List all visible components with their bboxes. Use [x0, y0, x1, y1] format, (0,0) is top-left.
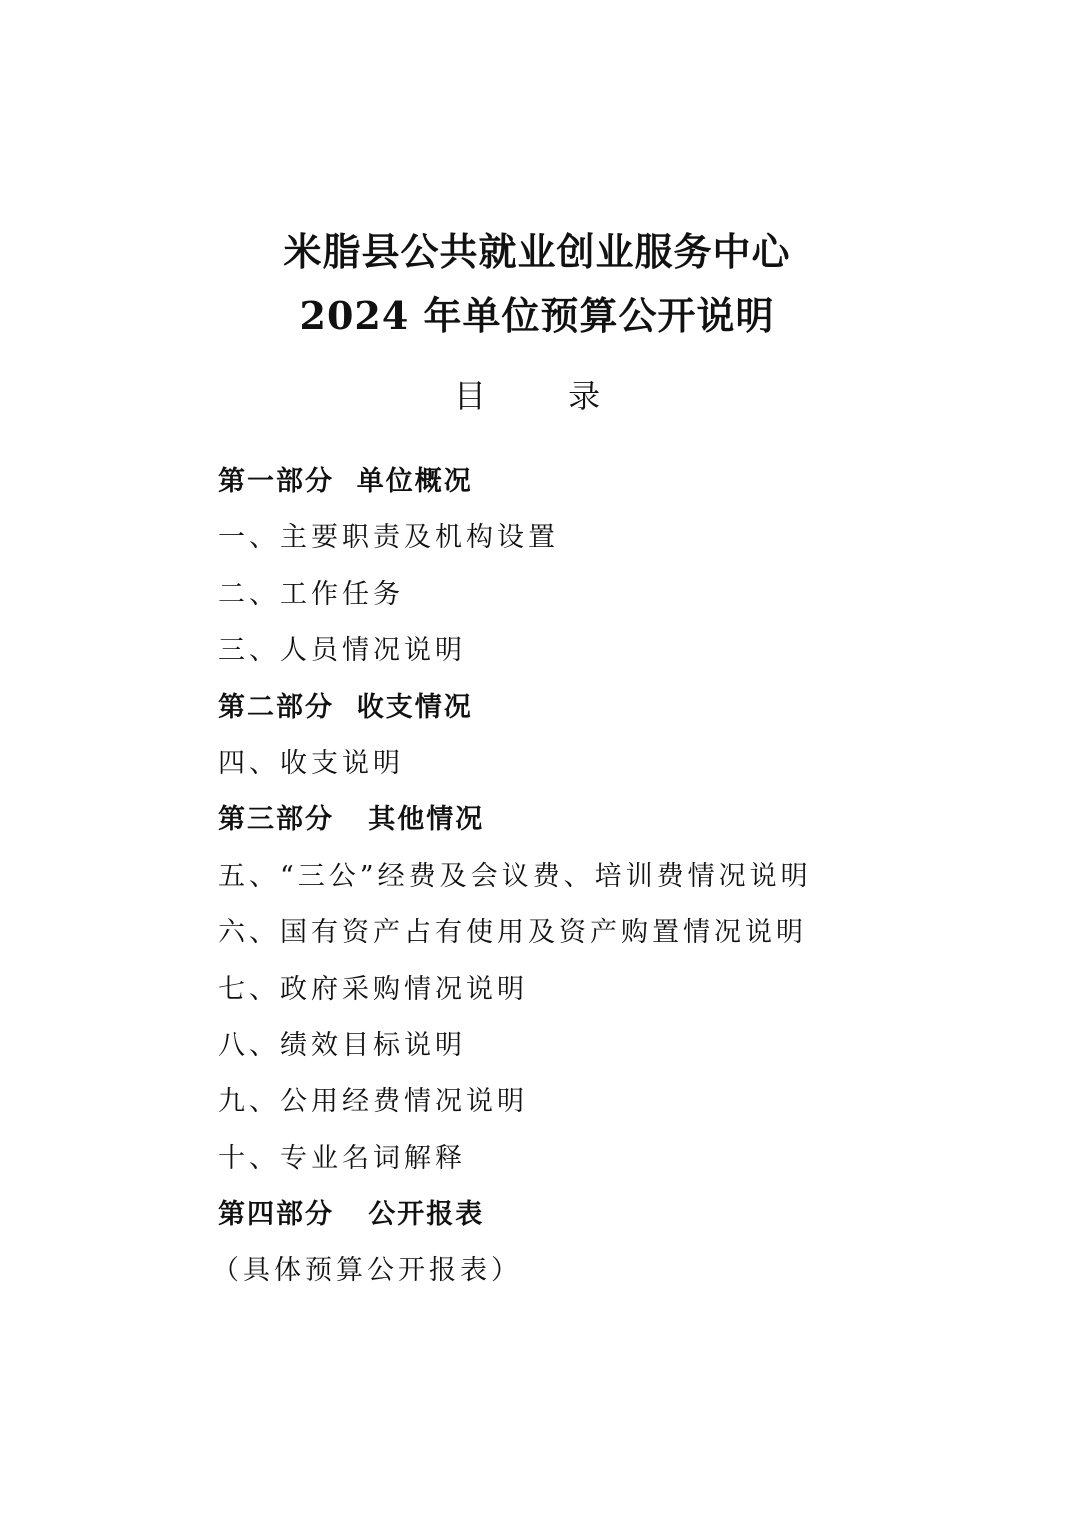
toc-item-6: 六、国有资产占有使用及资产购置情况说明: [218, 917, 807, 949]
toc-item-4: 四、收支说明: [218, 747, 404, 779]
toc-item-7: 七、政府采购情况说明: [218, 973, 528, 1005]
toc-note: （具体预算公开报表）: [212, 1255, 522, 1287]
document-title: 米脂县公共就业创业服务中心: [283, 229, 791, 274]
toc-item-2: 二、工作任务: [218, 578, 404, 610]
toc-heading: 目 录: [453, 377, 637, 415]
toc-part-2: 第二部分 收支情况: [218, 691, 473, 723]
document-subtitle: 2024 年单位预算公开说明: [299, 293, 775, 338]
toc-item-8: 八、绩效目标说明: [218, 1029, 466, 1061]
toc-item-10: 十、专业名词解释: [218, 1142, 466, 1174]
toc-item-9: 九、公用经费情况说明: [218, 1086, 528, 1118]
toc-part-3: 第三部分 其他情况: [218, 804, 485, 836]
table-of-contents: [212, 456, 1018, 1302]
toc-item-1: 一、主要职责及机构设置: [218, 522, 559, 554]
toc-part-1: 第一部分 单位概况: [218, 466, 473, 497]
toc-part-4: 第四部分 公开报表: [218, 1199, 485, 1231]
toc-item-3: 三、人员情况说明: [218, 635, 466, 667]
toc-item-5: 五、“三公”经费及会议费、培训费情况说明: [218, 860, 812, 892]
